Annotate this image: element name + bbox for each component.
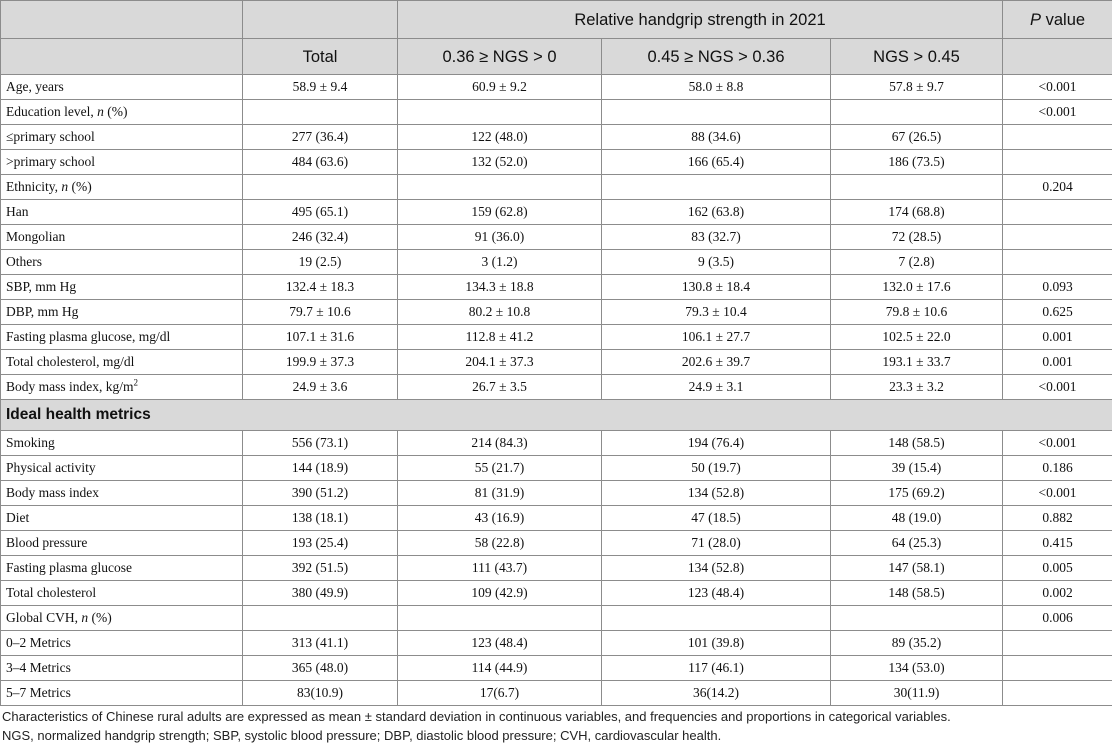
row-label-text: Diet bbox=[6, 510, 30, 525]
table-cell: 89 (35.2) bbox=[831, 631, 1003, 656]
p-value-cell: 0.415 bbox=[1003, 531, 1112, 556]
table-row bbox=[1, 506, 1112, 531]
table-cell: 72 (28.5) bbox=[831, 225, 1003, 250]
table-cell: 79.3 ± 10.4 bbox=[602, 300, 831, 325]
table-cell bbox=[243, 606, 398, 631]
table-row bbox=[1, 175, 1112, 200]
table-cell: 7 (2.8) bbox=[831, 250, 1003, 275]
row-label-text: Total cholesterol bbox=[6, 585, 97, 600]
table-cell: 365 (48.0) bbox=[243, 656, 398, 681]
table-cell: 30(11.9) bbox=[831, 681, 1003, 706]
row-label bbox=[1, 225, 243, 250]
p-value-cell: <0.001 bbox=[1003, 481, 1112, 506]
p-value-cell: 0.186 bbox=[1003, 456, 1112, 481]
table-cell: 148 (58.5) bbox=[831, 581, 1003, 606]
table-cell: 43 (16.9) bbox=[398, 506, 602, 531]
row-label bbox=[1, 681, 243, 706]
p-value-cell: <0.001 bbox=[1003, 375, 1112, 400]
p-value-cell: 0.001 bbox=[1003, 350, 1112, 375]
row-label bbox=[1, 300, 243, 325]
table-cell: 24.9 ± 3.1 bbox=[602, 375, 831, 400]
table-cell: 117 (46.1) bbox=[602, 656, 831, 681]
table-row bbox=[1, 75, 1112, 100]
table-cell: 36(14.2) bbox=[602, 681, 831, 706]
row-label-tail: (%) bbox=[68, 179, 92, 194]
row-label bbox=[1, 556, 243, 581]
table-cell: 64 (25.3) bbox=[831, 531, 1003, 556]
table-row bbox=[1, 556, 1112, 581]
row-label-text: SBP, mm Hg bbox=[6, 279, 77, 294]
p-value-cell: <0.001 bbox=[1003, 75, 1112, 100]
p-value-cell: 0.093 bbox=[1003, 275, 1112, 300]
row-label-text: DBP, mm Hg bbox=[6, 304, 79, 319]
table-cell: 484 (63.6) bbox=[243, 150, 398, 175]
table-cell: 23.3 ± 3.2 bbox=[831, 375, 1003, 400]
row-label-text: 0–2 Metrics bbox=[6, 635, 71, 650]
table-cell: 390 (51.2) bbox=[243, 481, 398, 506]
row-label-italic: n bbox=[61, 179, 69, 194]
table-cell: 193.1 ± 33.7 bbox=[831, 350, 1003, 375]
table-row bbox=[1, 481, 1112, 506]
table-cell: 159 (62.8) bbox=[398, 200, 602, 225]
header-row-group bbox=[1, 1, 1112, 39]
footnote-line-1: Characteristics of Chinese rural adults are expressed as mean ± standard deviation in continuous variables, and frequencies and proportions in categorical variables. bbox=[2, 709, 951, 724]
row-label-text: Smoking bbox=[6, 435, 55, 450]
table-cell: 246 (32.4) bbox=[243, 225, 398, 250]
p-value-cell: 0.204 bbox=[1003, 175, 1112, 200]
p-value-cell: 0.882 bbox=[1003, 506, 1112, 531]
table-cell: 60.9 ± 9.2 bbox=[398, 75, 602, 100]
table-row bbox=[1, 125, 1112, 150]
table-cell: 109 (42.9) bbox=[398, 581, 602, 606]
row-label-text: Body mass index, kg/m bbox=[6, 379, 134, 394]
row-label-text: 5–7 Metrics bbox=[6, 685, 71, 700]
table-cell: 186 (73.5) bbox=[831, 150, 1003, 175]
table-cell: 58 (22.8) bbox=[398, 531, 602, 556]
p-value-cell bbox=[1003, 225, 1112, 250]
table-row bbox=[1, 456, 1112, 481]
table-cell: 194 (76.4) bbox=[602, 431, 831, 456]
table-cell: 380 (49.9) bbox=[243, 581, 398, 606]
footnote-line-2: NGS, normalized handgrip strength; SBP, systolic blood pressure; DBP, diastolic blood pressure; CVH, cardiovascular health. bbox=[2, 728, 722, 743]
table-cell bbox=[831, 175, 1003, 200]
row-label-text: Others bbox=[6, 254, 42, 269]
row-label-tail: (%) bbox=[103, 104, 128, 119]
table-row bbox=[1, 100, 1112, 125]
row-label-text: Body mass index bbox=[6, 485, 99, 500]
row-label-text: Ethnicity, bbox=[6, 179, 62, 194]
row-label bbox=[1, 75, 243, 100]
table-cell: 48 (19.0) bbox=[831, 506, 1003, 531]
table-row bbox=[1, 150, 1112, 175]
row-label-text: ≤primary school bbox=[6, 129, 95, 144]
table-row bbox=[1, 200, 1112, 225]
table-cell bbox=[602, 175, 831, 200]
table-cell: 57.8 ± 9.7 bbox=[831, 75, 1003, 100]
table-cell: 106.1 ± 27.7 bbox=[602, 325, 831, 350]
table-cell: 204.1 ± 37.3 bbox=[398, 350, 602, 375]
table-cell: 80.2 ± 10.8 bbox=[398, 300, 602, 325]
table-cell: 392 (51.5) bbox=[243, 556, 398, 581]
table-cell: 556 (73.1) bbox=[243, 431, 398, 456]
row-label-italic: n bbox=[97, 104, 104, 119]
row-label bbox=[1, 125, 243, 150]
table-cell bbox=[398, 175, 602, 200]
row-label bbox=[1, 375, 243, 400]
table-cell: 79.8 ± 10.6 bbox=[831, 300, 1003, 325]
table-cell bbox=[831, 100, 1003, 125]
table-cell: 130.8 ± 18.4 bbox=[602, 275, 831, 300]
table-body-health-metrics bbox=[1, 431, 1112, 706]
row-label bbox=[1, 325, 243, 350]
row-label bbox=[1, 656, 243, 681]
p-value-cell: 0.006 bbox=[1003, 606, 1112, 631]
table-cell: 134 (53.0) bbox=[831, 656, 1003, 681]
row-label-italic: n bbox=[81, 610, 89, 625]
p-value-header-italic: P bbox=[1030, 10, 1042, 29]
table-row bbox=[1, 350, 1112, 375]
table-cell: 123 (48.4) bbox=[398, 631, 602, 656]
table-cell: 193 (25.4) bbox=[243, 531, 398, 556]
table-cell: 122 (48.0) bbox=[398, 125, 602, 150]
row-label-tail: (%) bbox=[88, 610, 112, 625]
table-cell: 132 (52.0) bbox=[398, 150, 602, 175]
row-label-text: Global CVH, bbox=[6, 610, 82, 625]
column-header-ngs-low: 0.36 ≥ NGS > 0 bbox=[398, 39, 602, 75]
table-footnote bbox=[2, 707, 1108, 745]
table-cell: 134.3 ± 18.8 bbox=[398, 275, 602, 300]
table-row bbox=[1, 375, 1112, 400]
row-label bbox=[1, 200, 243, 225]
header-blank-cell bbox=[243, 1, 398, 39]
table-row bbox=[1, 606, 1112, 631]
table-row bbox=[1, 431, 1112, 456]
table-cell: 112.8 ± 41.2 bbox=[398, 325, 602, 350]
table-cell: 83(10.9) bbox=[243, 681, 398, 706]
table-cell bbox=[243, 100, 398, 125]
header-blank-cell bbox=[1, 1, 243, 39]
group-header: Relative handgrip strength in 2021 bbox=[398, 1, 1003, 39]
row-label bbox=[1, 506, 243, 531]
p-value-cell: 0.002 bbox=[1003, 581, 1112, 606]
table-cell: 19 (2.5) bbox=[243, 250, 398, 275]
p-value-cell: 0.001 bbox=[1003, 325, 1112, 350]
row-label bbox=[1, 431, 243, 456]
table-cell: 148 (58.5) bbox=[831, 431, 1003, 456]
p-value-header bbox=[1003, 1, 1112, 39]
table-cell: 174 (68.8) bbox=[831, 200, 1003, 225]
table-row bbox=[1, 531, 1112, 556]
row-label-text: 3–4 Metrics bbox=[6, 660, 71, 675]
table-row bbox=[1, 581, 1112, 606]
table-row bbox=[1, 300, 1112, 325]
p-value-cell bbox=[1003, 150, 1112, 175]
table-cell bbox=[602, 606, 831, 631]
row-label-text: Fasting plasma glucose, mg/dl bbox=[6, 329, 171, 344]
table-cell: 88 (34.6) bbox=[602, 125, 831, 150]
table-cell bbox=[243, 175, 398, 200]
table-cell: 71 (28.0) bbox=[602, 531, 831, 556]
table-cell: 138 (18.1) bbox=[243, 506, 398, 531]
header-blank-cell bbox=[1, 39, 243, 75]
row-label bbox=[1, 150, 243, 175]
table-cell: 166 (65.4) bbox=[602, 150, 831, 175]
table-cell: 175 (69.2) bbox=[831, 481, 1003, 506]
column-header-total: Total bbox=[243, 39, 398, 75]
table-cell: 134 (52.8) bbox=[602, 556, 831, 581]
row-label bbox=[1, 350, 243, 375]
table-cell: 50 (19.7) bbox=[602, 456, 831, 481]
row-label bbox=[1, 100, 243, 125]
row-label bbox=[1, 606, 243, 631]
table-cell: 214 (84.3) bbox=[398, 431, 602, 456]
row-label-text: Total cholesterol, mg/dl bbox=[6, 354, 135, 369]
table-cell bbox=[398, 100, 602, 125]
table-row bbox=[1, 325, 1112, 350]
row-label bbox=[1, 581, 243, 606]
table-cell: 24.9 ± 3.6 bbox=[243, 375, 398, 400]
p-value-cell bbox=[1003, 125, 1112, 150]
p-value-cell: 0.625 bbox=[1003, 300, 1112, 325]
table-cell: 132.4 ± 18.3 bbox=[243, 275, 398, 300]
p-value-cell: 0.005 bbox=[1003, 556, 1112, 581]
row-label-text: Physical activity bbox=[6, 460, 96, 475]
table-cell bbox=[602, 100, 831, 125]
table-cell: 313 (41.1) bbox=[243, 631, 398, 656]
table-cell: 81 (31.9) bbox=[398, 481, 602, 506]
column-header-ngs-mid: 0.45 ≥ NGS > 0.36 bbox=[602, 39, 831, 75]
section-title: Ideal health metrics bbox=[1, 400, 1112, 431]
p-value-cell: <0.001 bbox=[1003, 431, 1112, 456]
table-cell: 79.7 ± 10.6 bbox=[243, 300, 398, 325]
table-cell bbox=[831, 606, 1003, 631]
table-cell: 277 (36.4) bbox=[243, 125, 398, 150]
table-cell: 9 (3.5) bbox=[602, 250, 831, 275]
p-value-header-suffix: value bbox=[1041, 10, 1086, 29]
table-cell: 123 (48.4) bbox=[602, 581, 831, 606]
p-value-cell bbox=[1003, 250, 1112, 275]
table-row bbox=[1, 681, 1112, 706]
table-cell: 26.7 ± 3.5 bbox=[398, 375, 602, 400]
table-cell: 147 (58.1) bbox=[831, 556, 1003, 581]
row-label-text: Mongolian bbox=[6, 229, 66, 244]
row-label-superscript: 2 bbox=[133, 377, 138, 388]
table-cell: 107.1 ± 31.6 bbox=[243, 325, 398, 350]
table-cell: 91 (36.0) bbox=[398, 225, 602, 250]
row-label bbox=[1, 456, 243, 481]
table-cell: 67 (26.5) bbox=[831, 125, 1003, 150]
table-cell: 144 (18.9) bbox=[243, 456, 398, 481]
table-cell: 47 (18.5) bbox=[602, 506, 831, 531]
table-cell: 17(6.7) bbox=[398, 681, 602, 706]
table-cell: 39 (15.4) bbox=[831, 456, 1003, 481]
row-label-text: Han bbox=[6, 204, 29, 219]
header-row-columns bbox=[1, 39, 1112, 75]
row-label-text: Age, years bbox=[6, 79, 64, 94]
header-blank-cell bbox=[1003, 39, 1112, 75]
table-cell: 111 (43.7) bbox=[398, 556, 602, 581]
row-label bbox=[1, 531, 243, 556]
column-header-ngs-high: NGS > 0.45 bbox=[831, 39, 1003, 75]
row-label-text: >primary school bbox=[6, 154, 95, 169]
table-cell: 102.5 ± 22.0 bbox=[831, 325, 1003, 350]
row-label bbox=[1, 275, 243, 300]
row-label bbox=[1, 175, 243, 200]
table-cell bbox=[398, 606, 602, 631]
p-value-cell bbox=[1003, 656, 1112, 681]
row-label bbox=[1, 250, 243, 275]
table-body-characteristics bbox=[1, 75, 1112, 400]
section-row bbox=[1, 400, 1112, 431]
row-label-text: Education level, bbox=[6, 104, 98, 119]
row-label-text: Fasting plasma glucose bbox=[6, 560, 132, 575]
table-row bbox=[1, 656, 1112, 681]
table-cell: 114 (44.9) bbox=[398, 656, 602, 681]
row-label bbox=[1, 631, 243, 656]
row-label bbox=[1, 481, 243, 506]
table-cell: 58.0 ± 8.8 bbox=[602, 75, 831, 100]
table-row bbox=[1, 225, 1112, 250]
table-cell: 202.6 ± 39.7 bbox=[602, 350, 831, 375]
table-cell: 495 (65.1) bbox=[243, 200, 398, 225]
table-cell: 58.9 ± 9.4 bbox=[243, 75, 398, 100]
table-cell: 101 (39.8) bbox=[602, 631, 831, 656]
table-row bbox=[1, 275, 1112, 300]
table-cell: 55 (21.7) bbox=[398, 456, 602, 481]
table-row bbox=[1, 631, 1112, 656]
table-cell: 132.0 ± 17.6 bbox=[831, 275, 1003, 300]
table-cell: 3 (1.2) bbox=[398, 250, 602, 275]
p-value-cell bbox=[1003, 200, 1112, 225]
row-label-text: Blood pressure bbox=[6, 535, 88, 550]
table-cell: 134 (52.8) bbox=[602, 481, 831, 506]
table-body-section bbox=[1, 400, 1112, 431]
table-cell: 162 (63.8) bbox=[602, 200, 831, 225]
p-value-cell bbox=[1003, 631, 1112, 656]
table-row bbox=[1, 250, 1112, 275]
p-value-cell: <0.001 bbox=[1003, 100, 1112, 125]
table-cell: 199.9 ± 37.3 bbox=[243, 350, 398, 375]
p-value-cell bbox=[1003, 681, 1112, 706]
table-cell: 83 (32.7) bbox=[602, 225, 831, 250]
